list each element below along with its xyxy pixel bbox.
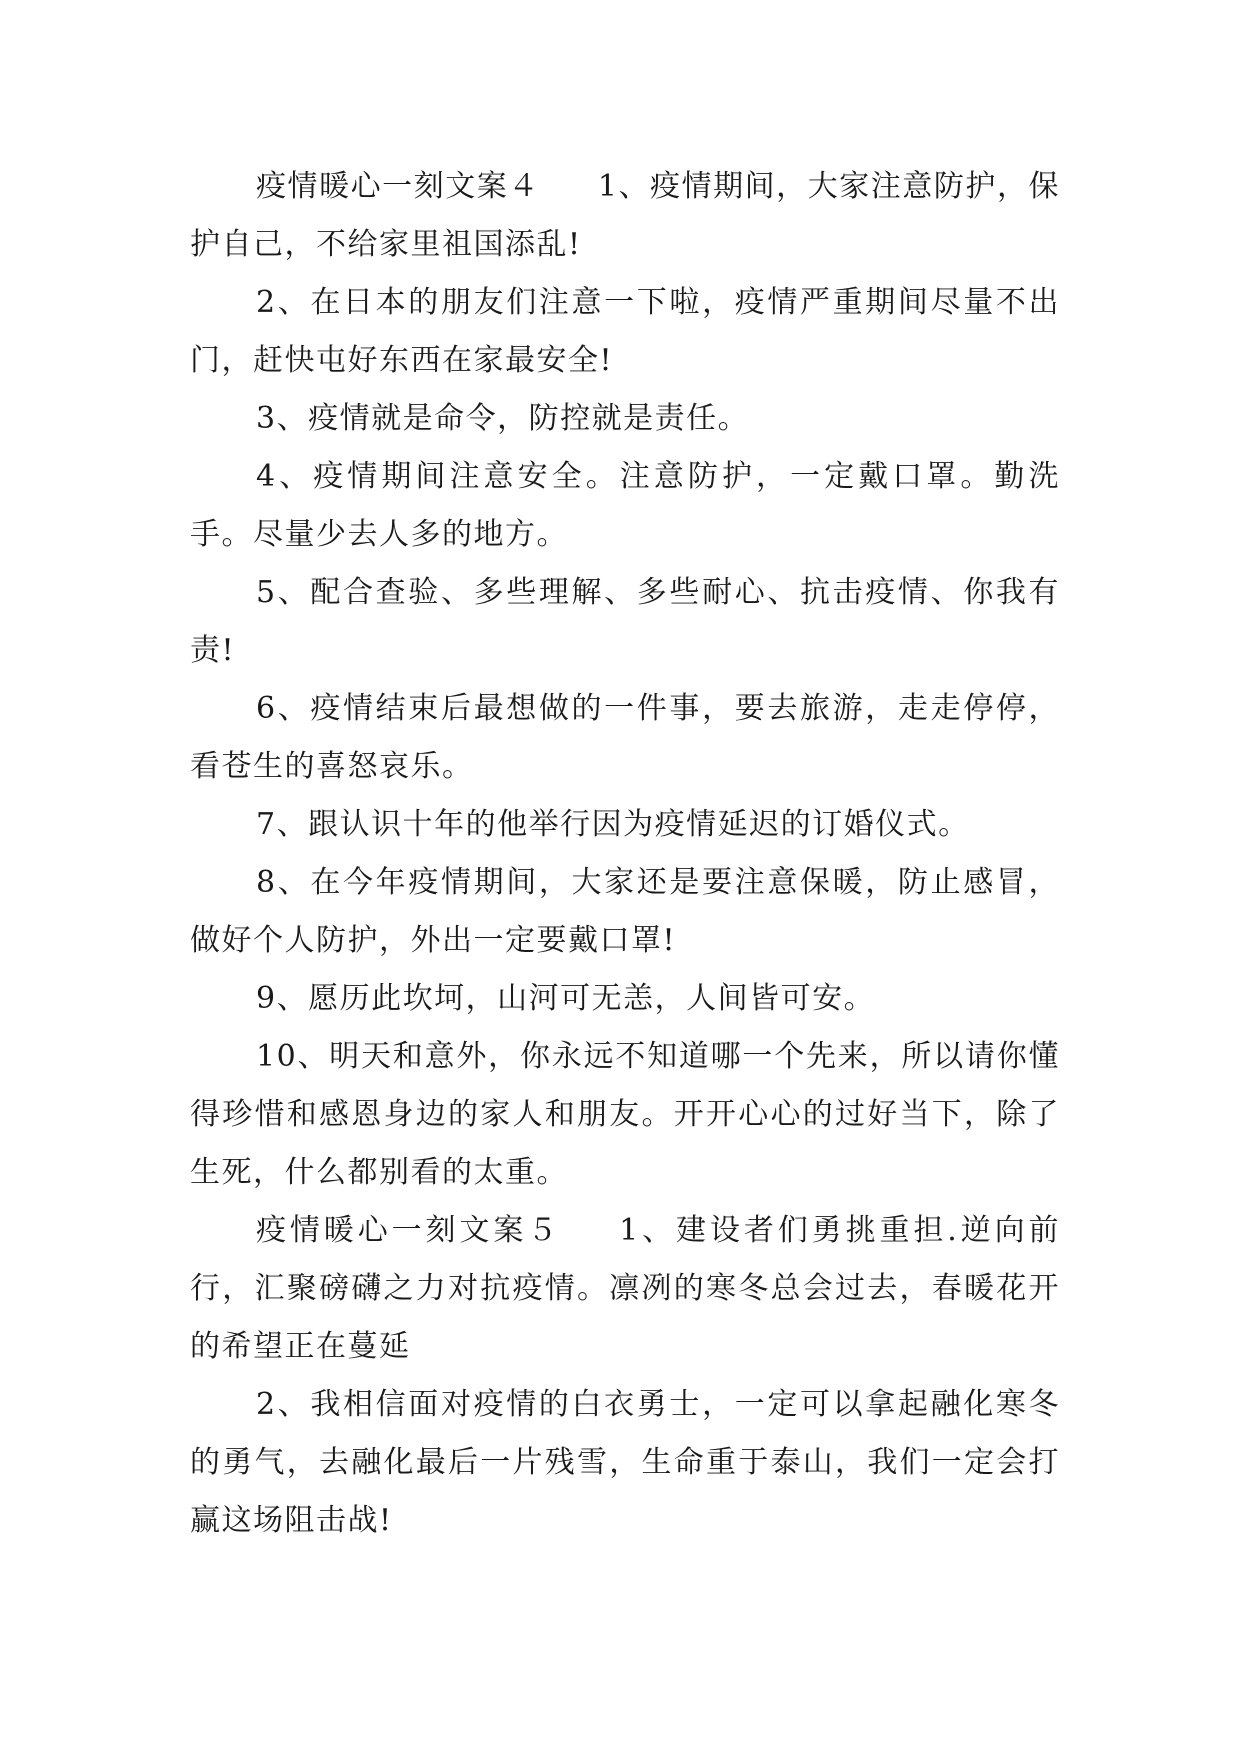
list-item: 8、在今年疫情期间，大家还是要注意保暖，防止感冒，做好个人防护，外出一定要戴口罩! — [190, 865, 1060, 958]
section-heading: 疫情暖心一刻文案５ — [256, 1213, 562, 1248]
list-item: 6、疫情结束后最想做的一件事，要去旅游，走走停停，看苍生的喜怒哀乐。 — [190, 691, 1060, 784]
section-4-heading-paragraph — [190, 158, 1060, 274]
document-page — [190, 158, 1060, 1550]
list-item: 10、明天和意外，你永远不知道哪一个先来，所以请你懂得珍惜和感恩身边的家人和朋友。开开心心的过好当下，除了生死，什么都别看的太重。 — [190, 1039, 1060, 1190]
section-5-heading-paragraph — [190, 1202, 1060, 1376]
list-item: 9、愿历此坎坷，山河可无恙，人间皆可安。 — [256, 981, 876, 1016]
list-item: 2、我相信面对疫情的白衣勇士，一定可以拿起融化寒冬的勇气，去融化最后一片残雪，生命重于泰山，我们一定会打赢这场阻击战! — [190, 1387, 1060, 1538]
list-item: 1、建设者们勇挑重担.逆向前行，汇聚磅礴之力对抗疫情。凛冽的寒冬总会过去，春暖花开的希望正在蔓延 — [190, 1213, 1061, 1364]
list-item: 4、疫情期间注意安全。注意防护，一定戴口罩。勤洗手。尽量少去人多的地方。 — [190, 459, 1060, 552]
list-item: 7、跟认识十年的他举行因为疫情延迟的订婚仪式。 — [256, 807, 970, 842]
section-heading: 疫情暖心一刻文案４ — [256, 169, 540, 204]
list-item: 2、在日本的朋友们注意一下啦，疫情严重期间尽量不出门，赶快屯好东西在家最安全! — [190, 285, 1060, 378]
list-item: 5、配合查验、多些理解、多些耐心、抗击疫情、你我有责! — [190, 575, 1060, 668]
list-item: 3、疫情就是命令，防控就是责任。 — [256, 401, 750, 436]
list-item: 1、疫情期间，大家注意防护，保护自己，不给家里祖国添乱! — [190, 169, 1060, 262]
